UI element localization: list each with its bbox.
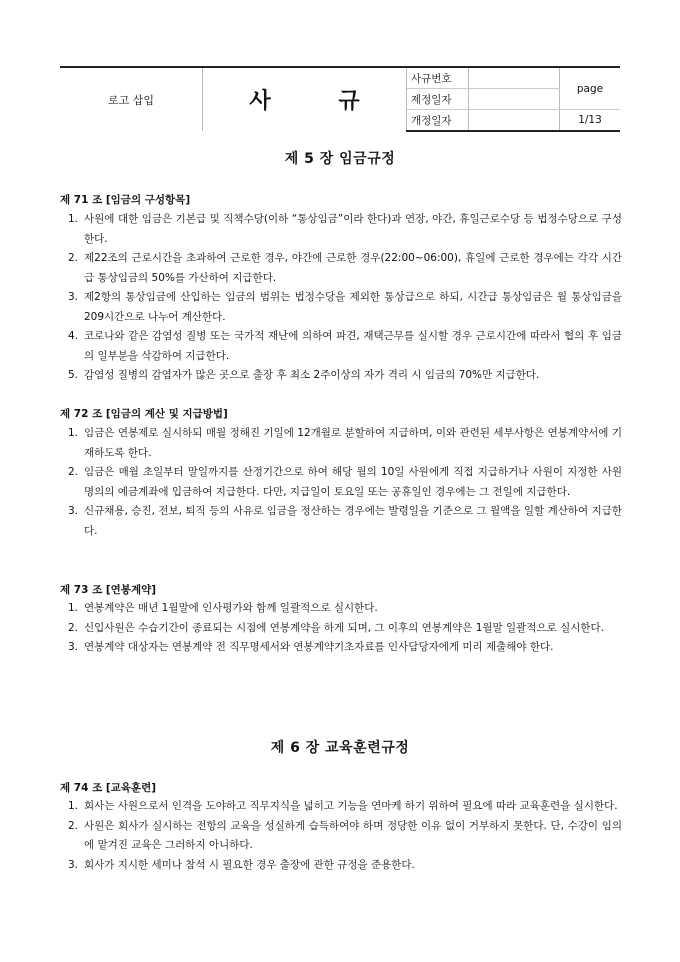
list-item: 3. 제2항의 통상임금에 산입하는 임금의 범위는 법정수당을 제외한 통상급으로 하되, 시간급 통상임금은 월 통상임금을 209시간으로 나누어 계산한다.	[68, 291, 622, 323]
page-label: page	[560, 67, 621, 110]
article-items	[60, 424, 622, 541]
article-title: 제 71 조 [임금의 구성항목]	[60, 194, 191, 206]
logo-placeholder: 로고 삽입	[60, 67, 203, 131]
list-item: 4. 코로나와 같은 감염성 질병 또는 국가적 재난에 의하여 파견, 재택근무를 실시할 경우 근로시간에 따라서 협의 후 임금의 일부분을 삭감하여 지급한다.	[68, 330, 622, 362]
list-item: 3. 신규채용, 승진, 전보, 퇴직 등의 사유로 임금을 정산하는 경우에는 발령일을 기준으로 그 월액을 일할 계산하여 지급한다.	[68, 505, 622, 537]
article-title: 제 72 조 [임금의 계산 및 지급방법]	[60, 408, 228, 420]
article-title: 제 74 조 [교육훈련]	[60, 782, 157, 794]
article-items	[60, 797, 622, 875]
document-type-title: 사 규	[203, 67, 407, 131]
rule-number-label: 사규번호	[407, 67, 469, 89]
list-item: 2. 임금은 매월 초일부터 말일까지를 산정기간으로 하여 해당 월의 10일 사원에게 직접 지급하거나 사원이 지정한 사원 명의의 예금계좌에 입금하여 지급한다. 다만, 지급일이 토요일 또는 공휴일인 경우에는 그 전일에 지급한다.	[68, 466, 622, 498]
chapter-title: 제 6 장 교육훈련규정	[270, 740, 410, 756]
article-items	[60, 599, 622, 658]
document-header	[60, 66, 620, 132]
list-item: 2. 신입사원은 수습기간이 종료되는 시점에 연봉계약을 하게 되며, 그 이후의 연봉계약은 1월말 일괄적으로 실시한다.	[68, 621, 604, 634]
list-item: 1. 연봉계약은 매년 1월말에 인사평가와 함께 일괄적으로 실시한다.	[68, 602, 378, 614]
list-item: 2. 사원은 회사가 실시하는 전항의 교육을 성실하게 습득하여야 하며 정당한 이유 없이 거부하지 못한다. 단, 수강이 임의에 맡겨진 교육은 그러하지 아니하다.	[68, 819, 622, 851]
article-title: 제 73 조 [연봉계약]	[60, 584, 157, 596]
list-item: 1. 사원에 대한 임금은 기본급 및 직책수당(이하 “통상임금”이라 한다)과 연장, 야간, 휴일근로수당 등 법정수당으로 구성한다.	[68, 213, 622, 245]
enact-date-label: 제정일자	[407, 89, 469, 110]
list-item: 3. 연봉계약 대상자는 연봉계약 전 직무명세서와 연봉계약기초자료를 인사담당자에게 미리 제출해야 한다.	[68, 641, 554, 653]
chapter-title: 제 5 장 임금규정	[284, 151, 396, 167]
list-item: 1. 임금은 연봉제로 실시하되 매월 정해진 기일에 12개월로 분할하여 지급하며, 이와 관련된 세부사항은 연봉계약서에 기재하도록 한다.	[68, 427, 622, 459]
list-item: 1. 회사는 사원으로서 인격을 도야하고 직무지식을 넓히고 기능을 연마케 하기 위하여 필요에 따라 교육훈련을 실시한다.	[68, 800, 618, 812]
revise-date-value	[469, 110, 560, 132]
revise-date-label: 개정일자	[407, 110, 469, 132]
list-item: 5. 감염성 질병의 감염자가 많은 곳으로 출장 후 최소 2주이상의 자가 격리 시 임금의 70%만 지급한다.	[68, 369, 540, 381]
enact-date-value	[469, 89, 560, 110]
article-items	[60, 210, 622, 386]
page-number: 1/13	[560, 110, 621, 132]
list-item: 2. 제22조의 근로시간을 초과하여 근로한 경우, 야간에 근로한 경우(22:00~06:00), 휴일에 근로한 경우에는 각각 시간급 통상임금의 50%를 가산하여 지급한다.	[68, 252, 622, 284]
list-item: 3. 회사가 지시한 세미나 참석 시 필요한 경우 출장에 관한 규정을 준용한다.	[68, 858, 415, 871]
rule-number-value	[469, 67, 560, 89]
